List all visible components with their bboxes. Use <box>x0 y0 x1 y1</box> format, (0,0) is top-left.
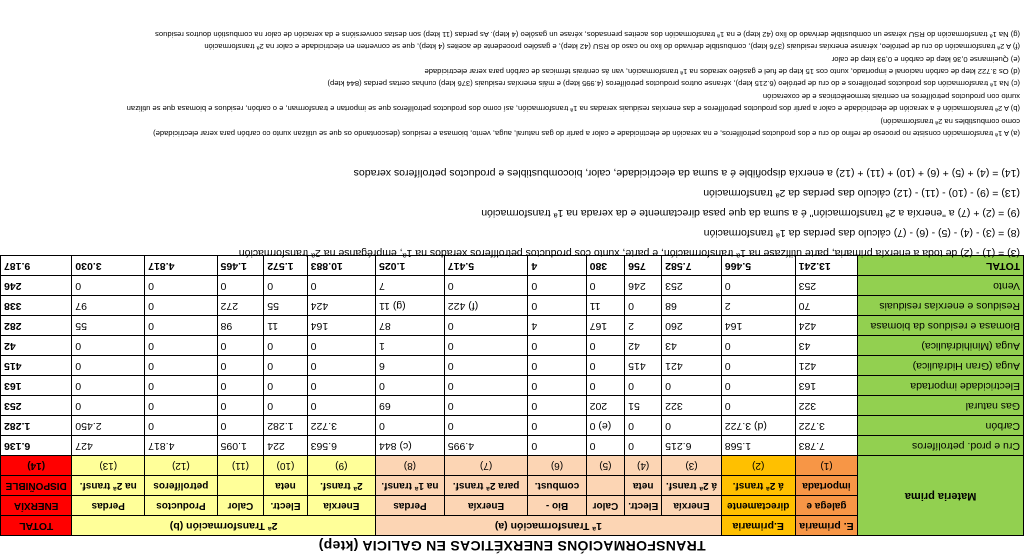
table-cell: 0 <box>217 336 264 356</box>
col-index: (8) <box>376 456 445 476</box>
col-header: Bio - <box>528 496 586 516</box>
table-row <box>1 296 1024 316</box>
table-row <box>1 436 1024 456</box>
table-row <box>1 356 1024 376</box>
table-cell: 224 <box>264 436 307 456</box>
table-cell: 424 <box>307 296 375 316</box>
table-cell: (g) 11 <box>376 296 445 316</box>
page-title: TRANSFORMACIÓNS ENERXÉTICAS EN GALICIA (ktep) <box>318 538 706 554</box>
table-cell: 0 <box>72 396 145 416</box>
col-header: para 2ª transf. <box>444 476 528 496</box>
table-cell: 1.025 <box>376 256 445 276</box>
table-cell: 1.095 <box>217 436 264 456</box>
table-cell: 0 <box>444 336 528 356</box>
table-cell: 1.465 <box>217 256 264 276</box>
table-cell: 0 <box>444 356 528 376</box>
table-cell: 0 <box>528 356 586 376</box>
table-cell: 202 <box>586 396 625 416</box>
materia-prima-header: Materia prima <box>858 456 1024 536</box>
table-cell: (d) 3.722 <box>721 416 795 436</box>
table-cell: 0 <box>145 276 217 296</box>
table-cell: 0 <box>444 416 528 436</box>
col-header: Enerxía <box>444 496 528 516</box>
footnote: (f) A 2ª transformación do cru de petróleo, xéranse enerxías residuais (376 ktep), combustible derivado do lixo no caso do RSU (42 ktep), e gasóleo procedente de aceites (4 ktep), que se converten en electricidade e calor na 2ª transformación <box>204 42 1020 52</box>
col-index: (14) <box>1 456 72 476</box>
col-header: na 2ª transf. <box>72 476 145 496</box>
table-cell: (c) 844 <box>376 436 445 456</box>
formula-line: (9) = (2) + (7) a "enerxía a 2ª transformación" é a suma da que pasa directamente e da xerada na 1ª transformación <box>481 207 1020 219</box>
table-cell: 5.417 <box>444 256 528 276</box>
col-header: Perdas <box>376 496 445 516</box>
table-cell: 0 <box>586 356 625 376</box>
table-cell: 0 <box>145 296 217 316</box>
footnote: como combustibles na 2ª transformación) <box>880 116 1020 126</box>
table-cell: 7 <box>376 276 445 296</box>
table-cell: 0 <box>264 336 307 356</box>
table-cell: 338 <box>1 296 72 316</box>
col-index: (12) <box>145 456 217 476</box>
table-cell: 6.215 <box>662 436 722 456</box>
table-cell: 0 <box>721 276 795 296</box>
table-cell: 0 <box>444 396 528 416</box>
col-header: Electr. <box>625 496 662 516</box>
col-header: neta <box>264 476 307 496</box>
row-label: Vento <box>858 276 1024 296</box>
table-cell: 0 <box>528 376 586 396</box>
table-cell: 69 <box>376 396 445 416</box>
table-cell: 0 <box>444 376 528 396</box>
table-row <box>1 316 1024 336</box>
table-cell: 415 <box>1 356 72 376</box>
table-cell: 424 <box>795 316 858 336</box>
table-cell: 0 <box>586 436 625 456</box>
footnote: (d) Os 3.722 ktep de carbón nacional e importado, xunto cos 15 ktep de fuel e gasóleo xerados na 1ª transformación, van ás centrais térmicas de carbón para xerar electricidade <box>424 67 1020 77</box>
col-header: combust. <box>528 476 586 496</box>
row-label: Residuos e enerxías residuais <box>858 296 1024 316</box>
table-cell: 2 <box>721 296 795 316</box>
table-cell: 0 <box>625 376 662 396</box>
table-cell: 163 <box>1 376 72 396</box>
col-index: (9) <box>307 456 375 476</box>
col-header: petrolíferos <box>145 476 217 496</box>
col-header: Perdas <box>72 496 145 516</box>
table-cell: 322 <box>795 396 858 416</box>
footnote: (g) Na 1ª transformación do RSU xérase un combustible derivado do lixo (42 ktep) e na 1ª transformación dos aceites prensados, xérase un gasóleo (4 ktep). As perdas (11 ktep) son destas conversións e da xeración de calor na combustión doutros residuos <box>155 29 1020 39</box>
energy-table <box>0 255 1024 536</box>
table-row <box>1 336 1024 356</box>
table-cell: 415 <box>625 356 662 376</box>
table-cell: 70 <box>795 296 858 316</box>
col-header: ENERXÍA <box>1 496 72 516</box>
table-cell: 98 <box>217 316 264 336</box>
table-cell: 6 <box>376 356 445 376</box>
table-cell: 253 <box>1 396 72 416</box>
data-rows <box>1 256 1024 456</box>
table-cell: 282 <box>1 316 72 336</box>
table-cell: 0 <box>307 276 375 296</box>
col-header: Enerxía <box>307 496 375 516</box>
table-cell: 0 <box>217 276 264 296</box>
table-cell: 5.466 <box>721 256 795 276</box>
table-cell: 0 <box>528 336 586 356</box>
row-label: Carbón <box>858 416 1024 436</box>
table-cell: 0 <box>625 416 662 436</box>
table-cell: 3.722 <box>795 416 858 436</box>
col-header <box>217 476 264 496</box>
table-cell: 1.282 <box>264 416 307 436</box>
table-cell: 0 <box>721 376 795 396</box>
table-cell: 42 <box>1 336 72 356</box>
table-cell: 0 <box>72 276 145 296</box>
table-cell: 1 <box>376 336 445 356</box>
table-cell: 55 <box>72 316 145 336</box>
table-cell: 0 <box>721 396 795 416</box>
table-cell: 4.995 <box>444 436 528 456</box>
col-header: Productos <box>145 496 217 516</box>
table-cell: 3.030 <box>72 256 145 276</box>
table-cell: 0 <box>625 296 662 316</box>
row-label: Biomasa e residuos da biomasa <box>858 316 1024 336</box>
col-header <box>586 476 625 496</box>
table-cell: 0 <box>145 336 217 356</box>
table-cell: 0 <box>145 416 217 436</box>
table-cell: 0 <box>307 396 375 416</box>
table-cell: 10.883 <box>307 256 375 276</box>
col-index: (7) <box>444 456 528 476</box>
formula-line: (3) = (1) - (2) de toda a enerxía primaria, parte utilízase na 1ª transformación, e parte, xunto cos productos petrolíferos xerados na 1ª, empréganse na 2ª transformación <box>238 247 1020 259</box>
table-cell: 6.136 <box>1 436 72 456</box>
table-cell: 0 <box>217 376 264 396</box>
table-cell: 0 <box>528 296 586 316</box>
table-cell: 0 <box>528 436 586 456</box>
col-header: Enerxía <box>662 496 722 516</box>
table-cell: 0 <box>662 416 722 436</box>
table-cell: 0 <box>307 336 375 356</box>
table-cell: 0 <box>264 276 307 296</box>
table-cell: 0 <box>145 396 217 416</box>
table-cell: 0 <box>264 396 307 416</box>
formula-line: (13) = (9) - (10) - (11) - (12) cálculo das perdas da 2ª transformación <box>703 187 1020 199</box>
row-label: Auga (Minihidráulica) <box>858 336 1024 356</box>
table-cell: 0 <box>444 276 528 296</box>
formula-line: (14) = (4) + (5) + (6) + (10) + (11) + (12) a enerxía dispoñible é a suma da electricidade, calor, biocombustibles e productos petrolíferos xerados <box>353 167 1020 179</box>
table-row <box>1 376 1024 396</box>
col-index: (10) <box>264 456 307 476</box>
table-cell: 0 <box>721 356 795 376</box>
footnote: (e) Queimanse 0,36 ktep de carbón e 0,93 ktep de calor <box>831 54 1020 64</box>
col-index: (2) <box>721 456 795 476</box>
table-cell: 97 <box>72 296 145 316</box>
table-cell: 0 <box>721 336 795 356</box>
footnote: (a) A 1ª transformación consiste no proceso de refino do cru e dos productos petrolíferos, e na xeración de electricidade e calor a partir do gas natural, auga, vento, biomasa e residuos (descontando os que se utilizan xunto co carbón para xerar electricidade) <box>153 129 1020 138</box>
row-label: Electricidade importada <box>858 376 1024 396</box>
col-header: 2ª transf. <box>307 476 375 496</box>
group-transf1: 1ª Transformación (a) <box>376 516 722 536</box>
table-row <box>1 416 1024 436</box>
group-total: TOTAL <box>1 516 72 536</box>
table-cell: 4.817 <box>145 436 217 456</box>
group-transf2: 2ª Transformación (b) <box>72 516 376 536</box>
col-header: á 2ª transf. <box>662 476 722 496</box>
table-cell: 260 <box>662 316 722 336</box>
table-cell: 0 <box>528 416 586 436</box>
table-cell: 0 <box>376 416 445 436</box>
table-cell: 253 <box>662 276 722 296</box>
group-e-primaria-1: E. primaria <box>795 516 858 536</box>
row-label: Gas natural <box>858 396 1024 416</box>
row-label: Auga (Gran Hidráulica) <box>858 356 1024 376</box>
table-cell: 1.568 <box>721 436 795 456</box>
footnote: (c) Na 1ª transformación dos productos petrolíferos e do cru de petróleo (6.215 ktep), xéranse outros productos petrolíferos (4.995 ktep) e máis enerxías residuais (376 ktep) cunhas certas perdas (844 ktep) <box>327 79 1020 89</box>
table-cell: 0 <box>72 336 145 356</box>
table-row <box>1 396 1024 416</box>
table-row <box>1 276 1024 296</box>
table-cell: 0 <box>528 276 586 296</box>
table-cell: 380 <box>586 256 625 276</box>
formulas <box>4 163 1020 263</box>
table-cell: 87 <box>376 316 445 336</box>
table-cell: 11 <box>264 316 307 336</box>
table-cell: 164 <box>307 316 375 336</box>
group-e-primaria-2: E.primaria <box>721 516 795 536</box>
table-cell: 163 <box>795 376 858 396</box>
table-cell: 0 <box>217 356 264 376</box>
table-cell: 164 <box>721 316 795 336</box>
table-cell: 0 <box>264 356 307 376</box>
col-header: neta <box>625 476 662 496</box>
table-cell: 756 <box>625 256 662 276</box>
footnote: xunto con productos petrolíferos en centrais termoeléctricas e de coxeración <box>762 91 1020 101</box>
table-cell: 0 <box>528 396 586 416</box>
table-cell: 421 <box>795 356 858 376</box>
table-cell: 0 <box>72 356 145 376</box>
table-cell: 43 <box>795 336 858 356</box>
group-header-row <box>1 516 1024 536</box>
col-header: na 1ª transf. <box>376 476 445 496</box>
table-cell: 167 <box>586 316 625 336</box>
table-cell: 7.783 <box>795 436 858 456</box>
table-cell: 0 <box>376 376 445 396</box>
table-cell: 13.241 <box>795 256 858 276</box>
col-index: (1) <box>795 456 858 476</box>
table-cell: 43 <box>662 336 722 356</box>
col-header: á 2ª transf. <box>721 476 795 496</box>
table-cell: 4.817 <box>145 256 217 276</box>
table-cell: 0 <box>625 436 662 456</box>
table-cell: 427 <box>72 436 145 456</box>
col-index: (11) <box>217 456 264 476</box>
row-label: Cru e prod. petrolíferos <box>858 436 1024 456</box>
col-header: Electr. <box>264 496 307 516</box>
table-cell: (f) 422 <box>444 296 528 316</box>
table-cell: 0 <box>307 376 375 396</box>
table-cell: (e) 0 <box>586 416 625 436</box>
table-cell: 0 <box>586 336 625 356</box>
table-cell: 2.450 <box>72 416 145 436</box>
table-cell: 51 <box>625 396 662 416</box>
table-cell: 0 <box>217 416 264 436</box>
table-cell: 6.563 <box>307 436 375 456</box>
col-index: (4) <box>625 456 662 476</box>
table-cell: 1.282 <box>1 416 72 436</box>
table-cell: 0 <box>444 316 528 336</box>
table-cell: 421 <box>662 356 722 376</box>
table-cell: 0 <box>145 376 217 396</box>
col-header: galega e <box>795 496 858 516</box>
table-cell: 0 <box>145 356 217 376</box>
table-cell: 1.572 <box>264 256 307 276</box>
table-cell: 11 <box>586 296 625 316</box>
table-cell: 253 <box>795 276 858 296</box>
table-cell: 0 <box>217 396 264 416</box>
table-cell: 3.722 <box>307 416 375 436</box>
table-cell: 55 <box>264 296 307 316</box>
col-index: (6) <box>528 456 586 476</box>
footnotes <box>4 27 1020 139</box>
table-cell: 0 <box>145 316 217 336</box>
col-header: DISPOÑIBLE <box>1 476 72 496</box>
table-cell: 0 <box>72 376 145 396</box>
table-cell: 4 <box>528 256 586 276</box>
table-cell: 42 <box>625 336 662 356</box>
table-cell: 7.582 <box>662 256 722 276</box>
table-cell: 246 <box>1 276 72 296</box>
col-index: (3) <box>662 456 722 476</box>
table-cell: 68 <box>662 296 722 316</box>
col-header: Calor <box>586 496 625 516</box>
formula-line: (8) = (3) - (4) - (5) - (6) - (7) cálculo das perdas da 1ª transformación <box>703 227 1020 239</box>
col-header: Calor <box>217 496 264 516</box>
table-cell: 2 <box>625 316 662 336</box>
table-cell: 272 <box>217 296 264 316</box>
col-header: directamente <box>721 496 795 516</box>
table-cell: 4 <box>528 316 586 336</box>
table-cell: 0 <box>586 376 625 396</box>
table-cell: 0 <box>264 376 307 396</box>
table-cell: 0 <box>307 356 375 376</box>
footnote: (b) A 2ª transformación é a xeración de electricidade e calor a partir dos productos petrolíferos e das enerxías residuais xeradas na 1ª transformación, así como dos productos petrolíferos que se importan e transforman, e o carbón, residuos e biomasa que se utilizan <box>126 104 1020 114</box>
col-header: importada <box>795 476 858 496</box>
row-label: TOTAL <box>858 256 1024 276</box>
table-cell: 246 <box>625 276 662 296</box>
col-index: (5) <box>586 456 625 476</box>
table-cell: 0 <box>586 276 625 296</box>
col-index: (13) <box>72 456 145 476</box>
table-cell: 322 <box>662 396 722 416</box>
table-cell: 0 <box>662 376 722 396</box>
table-cell: 9.187 <box>1 256 72 276</box>
